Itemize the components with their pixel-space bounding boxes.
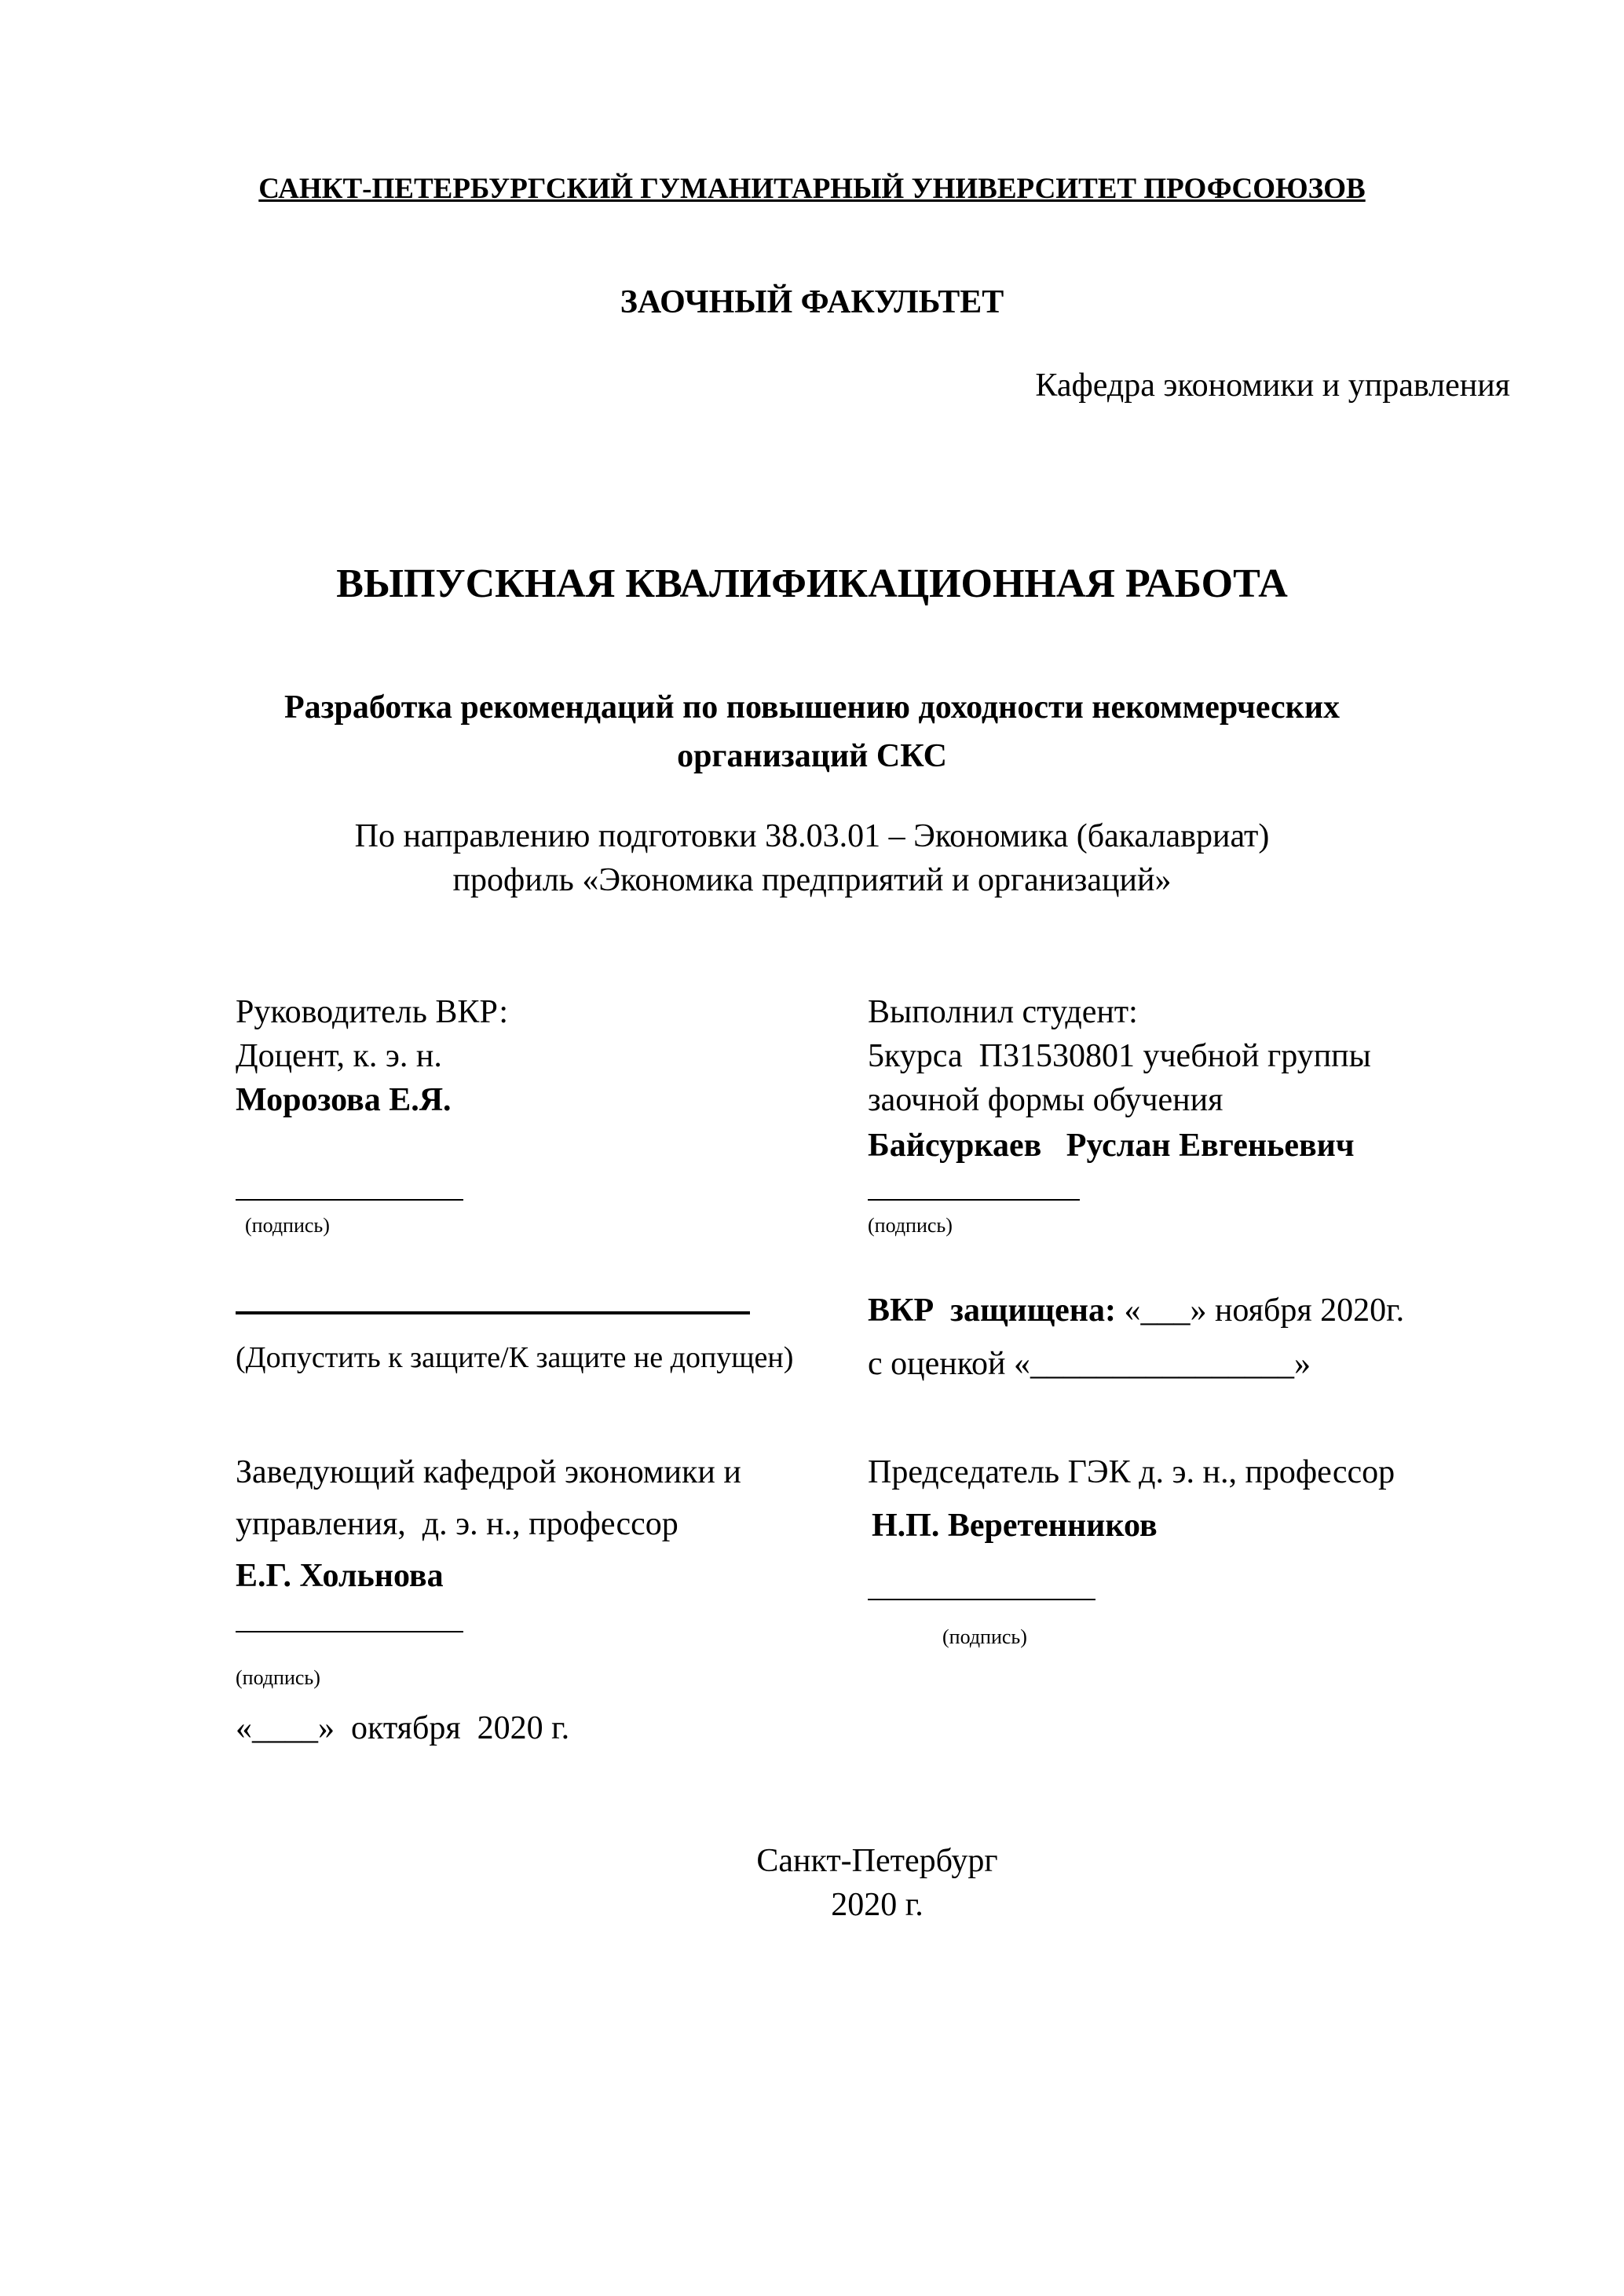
defense-date: «___» ноября 2020г. <box>1124 1292 1405 1329</box>
admission-line <box>236 1311 750 1314</box>
chairman-name: Н.П. Веретенников <box>872 1508 1158 1544</box>
student-study-form: заочной формы обучения <box>868 1082 1223 1118</box>
chairman-signature-line <box>868 1599 1095 1600</box>
student-signature-line <box>868 1199 1080 1201</box>
work-type-title: ВЫПУСКНАЯ КВАЛИФИКАЦИОННАЯ РАБОТА <box>336 561 1288 606</box>
defense-grade: с оценкой «________________» <box>868 1346 1311 1382</box>
student-label: Выполнил студент: <box>868 994 1138 1030</box>
topic-line-1: Разработка рекомендаций по повышению доходности некоммерческих <box>283 689 1341 726</box>
supervisor-degree: Доцент, к. э. н. <box>236 1038 442 1074</box>
direction-line-1: По направлению подготовки 38.03.01 – Экономика (бакалавриат) <box>354 818 1270 854</box>
faculty-name: ЗАОЧНЫЙ ФАКУЛЬТЕТ <box>620 284 1004 320</box>
university-name: САНКТ-ПЕТЕРБУРГСКИЙ ГУМАНИТАРНЫЙ УНИВЕРСИТЕТ ПРОФСОЮЗОВ <box>258 173 1366 205</box>
supervisor-label: Руководитель ВКР: <box>236 994 509 1030</box>
admission-caption: (Допустить к защите/К защите не допущен) <box>236 1341 794 1374</box>
defense-status <box>868 1294 1404 1327</box>
direction-line-2: профиль «Экономика предприятий и организаций» <box>452 862 1172 898</box>
chairman-signature-caption: (подпись) <box>942 1625 1027 1648</box>
head-title-line-1: Заведующий кафедрой экономики и <box>236 1454 741 1490</box>
chairman-title: Председатель ГЭК д. э. н., профессор <box>868 1454 1395 1490</box>
student-signature-caption: (подпись) <box>868 1214 953 1237</box>
topic-line-2: организаций СКС <box>677 738 947 774</box>
footer-year: 2020 г. <box>831 1887 924 1923</box>
head-date: «____» октября 2020 г. <box>236 1710 570 1746</box>
head-signature-caption: (подпись) <box>236 1666 320 1689</box>
head-signature-line <box>236 1631 463 1632</box>
supervisor-signature-caption: (подпись) <box>245 1214 330 1237</box>
footer-city: Санкт-Петербург <box>756 1843 998 1879</box>
defense-label: ВКР защищена: <box>868 1292 1116 1329</box>
student-name: Байсуркаев Руслан Евгеньевич <box>868 1128 1355 1164</box>
supervisor-name: Морозова Е.Я. <box>236 1082 452 1118</box>
department-name: Кафедра экономики и управления <box>1035 367 1510 404</box>
head-name: Е.Г. Хольнова <box>236 1558 444 1594</box>
supervisor-signature-line <box>236 1199 463 1201</box>
head-title-line-2: управления, д. э. н., профессор <box>236 1506 678 1542</box>
student-group: 5курса П31530801 учебной группы <box>868 1038 1371 1074</box>
